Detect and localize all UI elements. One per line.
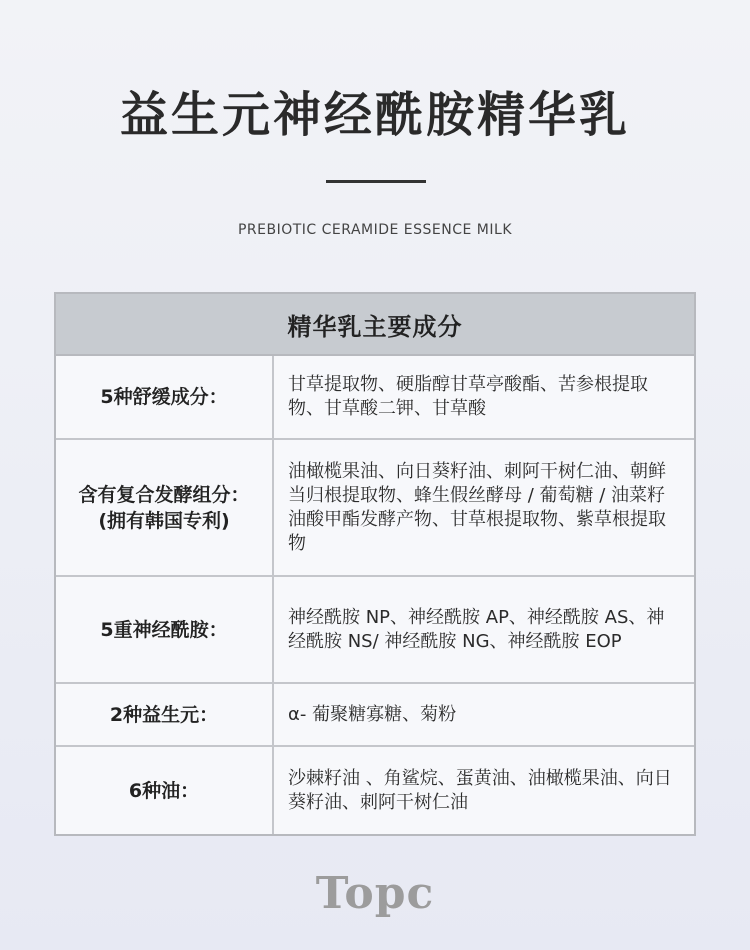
row-label	[56, 747, 274, 834]
row-label-text: 5重神经酰胺：	[100, 618, 228, 641]
row-label-text: 2种益生元：	[109, 703, 219, 726]
table-heading: 精华乳主要成分	[56, 294, 694, 356]
row-label	[56, 356, 274, 438]
title-divider	[326, 180, 426, 183]
row-label-note: (拥有韩国专利)	[98, 509, 230, 532]
row-value: 油橄榄果油、向日葵籽油、刺阿干树仁油、朝鲜当归根提取物、蜂生假丝酵母 / 葡萄糖 / 油菜籽油酸甲酯发酵产物、甘草根提取物、紫草根提取物	[288, 460, 666, 554]
ingredients-table	[54, 292, 696, 836]
row-label	[56, 684, 274, 745]
row-value: α- 葡聚糖寡糖、菊粉	[288, 703, 457, 725]
row-value: 神经酰胺 NP、神经酰胺 AP、神经酰胺 AS、神经酰胺 NS/ 神经酰胺 NG、神经酰胺 EOP	[288, 606, 665, 652]
row-label-text: 5种舒缓成分：	[100, 386, 228, 408]
page-title: 益生元神经酰胺精华乳	[119, 87, 630, 143]
table-row	[56, 440, 694, 577]
table-row	[56, 747, 694, 834]
row-value: 甘草提取物、硬脂醇甘草亭酸酯、苦参根提取物、甘草酸二钾、甘草酸	[288, 374, 648, 419]
row-label-text: 含有复合发酵组分：	[78, 483, 250, 506]
row-label-text: 6种油：	[128, 779, 200, 802]
brand-logo: Topc	[315, 868, 435, 919]
row-label	[56, 440, 274, 575]
row-value: 沙棘籽油 、角鲨烷、蛋黄油、油橄榄果油、向日葵籽油、刺阿干树仁油	[288, 767, 672, 813]
page-subtitle: PREBIOTIC CERAMIDE ESSENCE MILK	[237, 222, 512, 238]
table-row	[56, 356, 694, 440]
table-row	[56, 577, 694, 684]
row-label	[56, 577, 274, 682]
table-row	[56, 684, 694, 747]
